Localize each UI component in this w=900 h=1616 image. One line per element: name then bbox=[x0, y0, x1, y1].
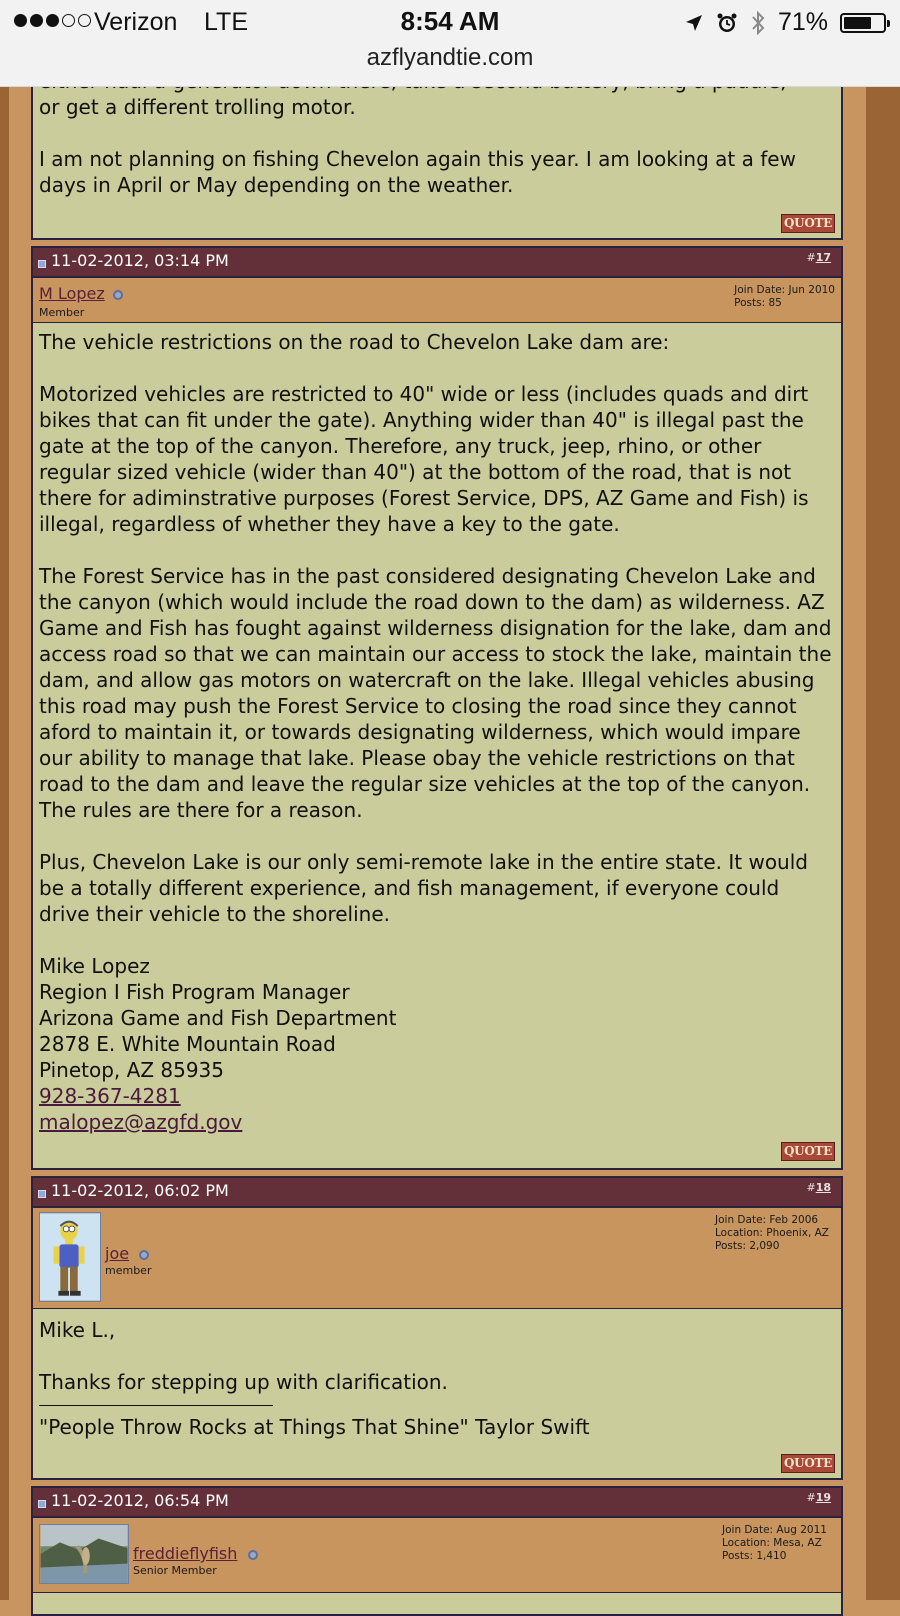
battery-percentage: 71% bbox=[777, 8, 828, 36]
post-19 bbox=[31, 1486, 843, 1616]
username-link[interactable]: joe bbox=[105, 1244, 130, 1263]
location: Location: Phoenix, AZ bbox=[715, 1227, 829, 1239]
user-title: Senior Member bbox=[133, 1564, 217, 1577]
online-status-icon bbox=[248, 1550, 258, 1560]
post-text: Mike L., bbox=[39, 1318, 116, 1342]
signature-text: "People Throw Rocks at Things That Shine" Taylor Swift bbox=[39, 1415, 590, 1439]
post-count: Posts: 85 bbox=[734, 297, 782, 309]
post-body bbox=[33, 1309, 841, 1440]
post-paragraph: Motorized vehicles are restricted to 40" wide or less (includes quads and dirt bikes that can fit under the gate). Anything wider than 40" is illegal past the gate at the top of the canyon. Therefore, any truck, jeep, rhino, or other regular sized vehicle (wider than 40") at the bottom of the road, that is not there for adiminstrative purposes (Forest Service, DPS, AZ Game and Fish) is illegal, regardless of whether they have a key to the gate. bbox=[39, 382, 809, 536]
location: Location: Mesa, AZ bbox=[722, 1537, 822, 1549]
user-avatar[interactable] bbox=[39, 1524, 129, 1584]
alarm-clock-icon bbox=[716, 12, 738, 34]
post-header bbox=[33, 1488, 841, 1518]
right-border bbox=[866, 0, 900, 1600]
signature-line: 2878 E. White Mountain Road bbox=[39, 1032, 336, 1056]
battery-level-fill bbox=[844, 17, 871, 29]
quote-button[interactable]: QUOTE bbox=[781, 1142, 835, 1161]
username-link[interactable]: M Lopez bbox=[39, 284, 105, 303]
join-date: Join Date: Aug 2011 bbox=[722, 1524, 827, 1536]
post-17 bbox=[31, 246, 843, 1170]
post-18 bbox=[31, 1176, 843, 1480]
username-link[interactable]: freddieflyfish bbox=[133, 1544, 238, 1563]
post-date: 11-02-2012, 06:54 PM bbox=[51, 1491, 229, 1510]
post-count: Posts: 2,090 bbox=[715, 1240, 780, 1252]
user-info-bar bbox=[33, 1208, 841, 1309]
online-status-icon bbox=[139, 1250, 149, 1260]
post-status-icon bbox=[38, 1190, 46, 1198]
clock: 8:54 AM bbox=[400, 6, 500, 36]
battery-icon bbox=[840, 13, 886, 33]
post-date: 11-02-2012, 03:14 PM bbox=[51, 251, 229, 270]
post-status-icon bbox=[38, 260, 46, 268]
post-16 bbox=[31, 72, 843, 240]
post-text: or get a different trolling motor. bbox=[39, 95, 356, 119]
bluetooth-icon bbox=[750, 10, 766, 36]
post-date: 11-02-2012, 06:02 PM bbox=[51, 1181, 229, 1200]
signature-line: Mike Lopez bbox=[39, 954, 150, 978]
quote-button[interactable]: QUOTE bbox=[781, 214, 835, 233]
user-title: Member bbox=[39, 306, 85, 319]
post-text: I am not planning on fishing Chevelon again this year. I am looking at a few days in April or May depending on the weather. bbox=[39, 147, 796, 197]
post-paragraph: The vehicle restrictions on the road to Chevelon Lake dam are: bbox=[39, 330, 670, 354]
post-paragraph: The Forest Service has in the past considered designating Chevelon Lake and the canyon (which would include the road down to the dam) as wilderness. AZ Game and Fish has fought against wilderness disignation for the lake, dam and access road so that we can maintain our access to stock the lake, maintain the dam, and allow gas motors on watercraft on the lake. Illegal vehicles abusing this road may push the Forest Service to closing the road since they cannot aford to maintain it, or towards designating wilderness, which would impare our ability to manage that lake. Please obay the vehicle restrictions on that road to the dam and leave the regular size vehicles at the top of the canyon. The rules are there for a reason. bbox=[39, 564, 832, 822]
user-avatar[interactable] bbox=[39, 1212, 101, 1302]
location-arrow-icon bbox=[684, 13, 704, 33]
email-link[interactable]: malopez@azgfd.gov bbox=[39, 1110, 243, 1134]
post-number[interactable]: #18 bbox=[806, 1181, 831, 1194]
post-header bbox=[33, 248, 841, 278]
user-stats bbox=[715, 1214, 829, 1253]
post-paragraph: Plus, Chevelon Lake is our only semi-remote lake in the entire state. It would be a totally different experience, and fish management, if everyone could drive their vehicle to the shoreline. bbox=[39, 850, 808, 926]
join-date: Join Date: Feb 2006 bbox=[715, 1214, 819, 1226]
post-text: Thanks for stepping up with clarification. bbox=[39, 1370, 448, 1394]
user-info-bar bbox=[33, 1518, 841, 1593]
signature-line: Pinetop, AZ 85935 bbox=[39, 1058, 225, 1082]
signature-divider bbox=[39, 1395, 273, 1406]
post-body bbox=[33, 323, 841, 1135]
signature-line: Region I Fish Program Manager bbox=[39, 980, 350, 1004]
join-date: Join Date: Jun 2010 bbox=[734, 284, 835, 296]
left-border bbox=[0, 0, 9, 1600]
user-title: member bbox=[105, 1264, 152, 1277]
user-stats bbox=[722, 1524, 827, 1563]
signature-line: Arizona Game and Fish Department bbox=[39, 1006, 397, 1030]
user-info-bar bbox=[33, 278, 841, 323]
post-number[interactable]: #19 bbox=[806, 1491, 831, 1504]
carrier-name: Verizon bbox=[94, 8, 178, 36]
user-stats bbox=[734, 284, 835, 310]
status-bar bbox=[0, 0, 900, 87]
online-status-icon bbox=[113, 290, 123, 300]
network-type: LTE bbox=[204, 8, 248, 36]
post-status-icon bbox=[38, 1500, 46, 1508]
address-bar-url[interactable]: azflyandtie.com bbox=[366, 44, 534, 71]
quote-button[interactable]: QUOTE bbox=[781, 1454, 835, 1473]
post-number[interactable]: #17 bbox=[806, 251, 831, 264]
post-count: Posts: 1,410 bbox=[722, 1550, 787, 1562]
phone-link[interactable]: 928-367-4281 bbox=[39, 1084, 181, 1108]
post-header bbox=[33, 1178, 841, 1208]
